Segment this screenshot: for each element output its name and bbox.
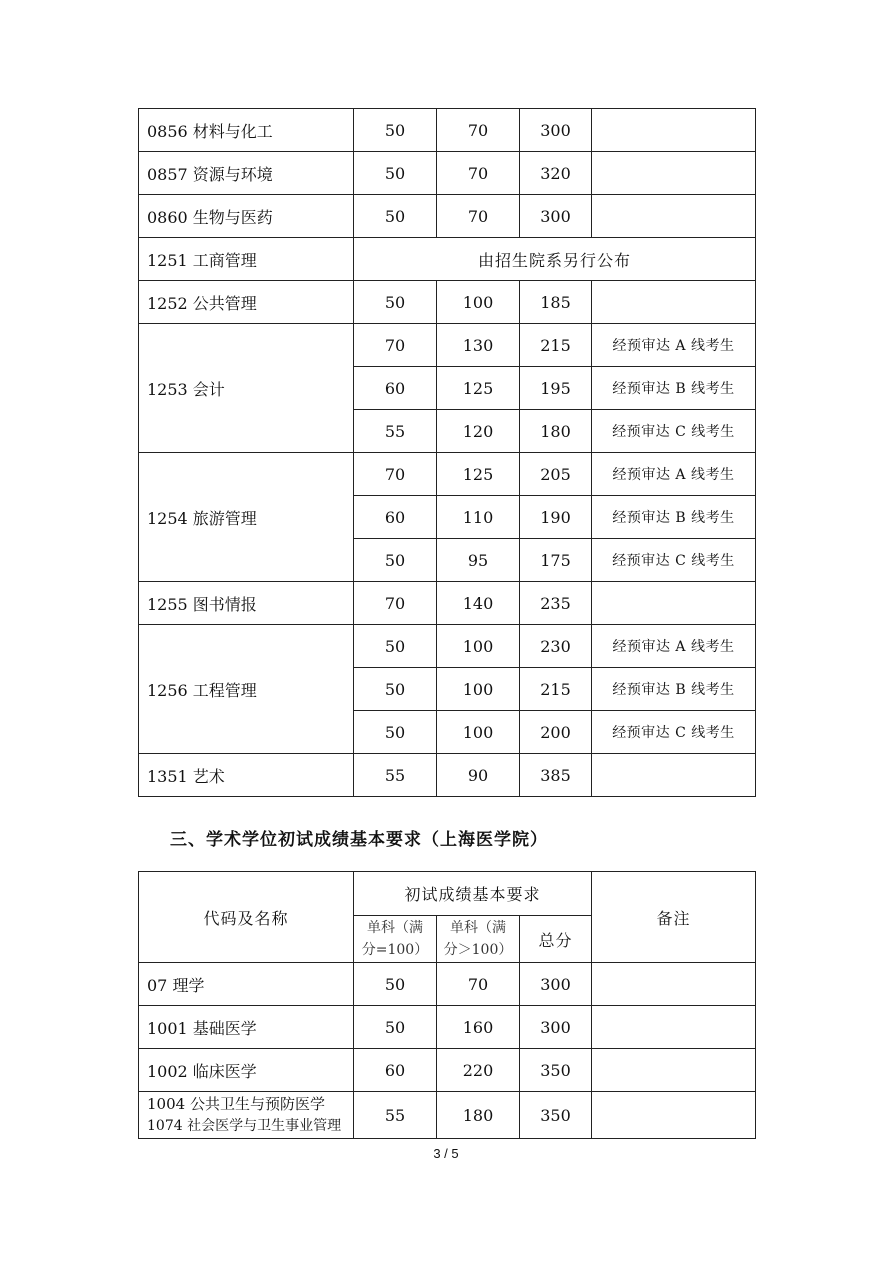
single-subject-100: 55: [354, 1092, 437, 1139]
header-remark: 备注: [592, 872, 756, 963]
total-score: 385: [520, 754, 592, 797]
program-name: [139, 1092, 354, 1139]
header-single-subject-over-100: [437, 916, 520, 963]
remark: [592, 754, 756, 797]
score-table-academic-medical: [138, 871, 756, 1139]
remark: 经预审达 B 线考生: [592, 496, 756, 539]
table-row: [139, 453, 756, 496]
remark: [592, 109, 756, 152]
total-score: 300: [520, 963, 592, 1006]
remark: [592, 152, 756, 195]
total-score: 235: [520, 582, 592, 625]
header-code-name: 代码及名称: [139, 872, 354, 963]
single-subject-100: 60: [354, 1049, 437, 1092]
total-score: 230: [520, 625, 592, 668]
remark: 经预审达 A 线考生: [592, 324, 756, 367]
table-row: [139, 238, 756, 281]
single-subject-100: 50: [354, 152, 437, 195]
table-header-row: [139, 872, 756, 916]
remark: 经预审达 C 线考生: [592, 711, 756, 754]
remark: [592, 1049, 756, 1092]
table-row: [139, 281, 756, 324]
program-name: 1256 工程管理: [139, 625, 354, 754]
program-name: 1001 基础医学: [139, 1006, 354, 1049]
table-row: [139, 963, 756, 1006]
table-row: [139, 625, 756, 668]
single-subject-over-100: 130: [437, 324, 520, 367]
single-subject-over-100: 70: [437, 109, 520, 152]
single-subject-100: 70: [354, 582, 437, 625]
single-subject-over-100: 220: [437, 1049, 520, 1092]
remark: [592, 1092, 756, 1139]
single-subject-over-100: 140: [437, 582, 520, 625]
remark: [592, 582, 756, 625]
header-score-requirements: 初试成绩基本要求: [354, 872, 592, 916]
table-row: [139, 1049, 756, 1092]
single-subject-100: 55: [354, 754, 437, 797]
header-line: 分＞100）: [443, 942, 513, 958]
single-subject-over-100: 70: [437, 195, 520, 238]
total-score: 190: [520, 496, 592, 539]
table-row: [139, 152, 756, 195]
single-subject-100: 50: [354, 109, 437, 152]
table-row: [139, 1006, 756, 1049]
single-subject-100: 60: [354, 367, 437, 410]
single-subject-over-100: 125: [437, 367, 520, 410]
table-row: [139, 109, 756, 152]
single-subject-100: 70: [354, 324, 437, 367]
total-score: 300: [520, 109, 592, 152]
program-name: 1253 会计: [139, 324, 354, 453]
single-subject-100: 50: [354, 1006, 437, 1049]
total-score: 215: [520, 324, 592, 367]
program-name: 0856 材料与化工: [139, 109, 354, 152]
single-subject-over-100: 125: [437, 453, 520, 496]
total-score: 215: [520, 668, 592, 711]
program-name: 1002 临床医学: [139, 1049, 354, 1092]
single-subject-over-100: 100: [437, 668, 520, 711]
single-subject-over-100: 90: [437, 754, 520, 797]
program-name-line: 1074 社会医学与卫生事业管理: [147, 1118, 342, 1134]
program-name: 1254 旅游管理: [139, 453, 354, 582]
remark: [592, 1006, 756, 1049]
single-subject-100: 50: [354, 539, 437, 582]
remark: 经预审达 A 线考生: [592, 453, 756, 496]
score-table-professional: [138, 108, 756, 797]
single-subject-over-100: 160: [437, 1006, 520, 1049]
single-subject-over-100: 100: [437, 711, 520, 754]
single-subject-100: 50: [354, 711, 437, 754]
remark: [592, 963, 756, 1006]
header-line: 分=100）: [361, 942, 429, 958]
single-subject-100: 70: [354, 453, 437, 496]
single-subject-100: 55: [354, 410, 437, 453]
single-subject-over-100: 100: [437, 281, 520, 324]
announced-separately: 由招生院系另行公布: [354, 238, 756, 281]
total-score: 320: [520, 152, 592, 195]
remark: 经预审达 A 线考生: [592, 625, 756, 668]
program-name: 0857 资源与环境: [139, 152, 354, 195]
total-score: 175: [520, 539, 592, 582]
remark: [592, 195, 756, 238]
program-name: 1255 图书情报: [139, 582, 354, 625]
remark: 经预审达 C 线考生: [592, 539, 756, 582]
single-subject-over-100: 70: [437, 152, 520, 195]
single-subject-over-100: 95: [437, 539, 520, 582]
single-subject-100: 60: [354, 496, 437, 539]
program-name: 1252 公共管理: [139, 281, 354, 324]
single-subject-100: 50: [354, 281, 437, 324]
table-row: [139, 324, 756, 367]
program-name: 1251 工商管理: [139, 238, 354, 281]
total-score: 185: [520, 281, 592, 324]
remark: [592, 281, 756, 324]
total-score: 350: [520, 1049, 592, 1092]
program-name: 07 理学: [139, 963, 354, 1006]
section-heading: 三、学术学位初试成绩基本要求（上海医学院）: [170, 830, 548, 850]
total-score: 300: [520, 195, 592, 238]
header-line: 单科（满: [450, 920, 506, 936]
header-line: 单科（满: [367, 920, 423, 936]
remark: 经预审达 B 线考生: [592, 668, 756, 711]
program-name: 0860 生物与医药: [139, 195, 354, 238]
total-score: 205: [520, 453, 592, 496]
single-subject-over-100: 180: [437, 1092, 520, 1139]
remark: 经预审达 C 线考生: [592, 410, 756, 453]
table-row: [139, 1092, 756, 1139]
single-subject-over-100: 120: [437, 410, 520, 453]
total-score: 200: [520, 711, 592, 754]
single-subject-over-100: 110: [437, 496, 520, 539]
program-name-line: 1004 公共卫生与预防医学: [147, 1095, 325, 1113]
total-score: 180: [520, 410, 592, 453]
page-number: 3 / 5: [433, 1146, 459, 1161]
single-subject-over-100: 70: [437, 963, 520, 1006]
table-row: [139, 582, 756, 625]
table-row: [139, 754, 756, 797]
program-name: 1351 艺术: [139, 754, 354, 797]
single-subject-100: 50: [354, 668, 437, 711]
total-score: 350: [520, 1092, 592, 1139]
single-subject-over-100: 100: [437, 625, 520, 668]
header-single-subject-100: [354, 916, 437, 963]
table-row: [139, 195, 756, 238]
single-subject-100: 50: [354, 195, 437, 238]
total-score: 300: [520, 1006, 592, 1049]
total-score: 195: [520, 367, 592, 410]
header-total-score: 总分: [520, 916, 592, 963]
single-subject-100: 50: [354, 625, 437, 668]
remark: 经预审达 B 线考生: [592, 367, 756, 410]
single-subject-100: 50: [354, 963, 437, 1006]
